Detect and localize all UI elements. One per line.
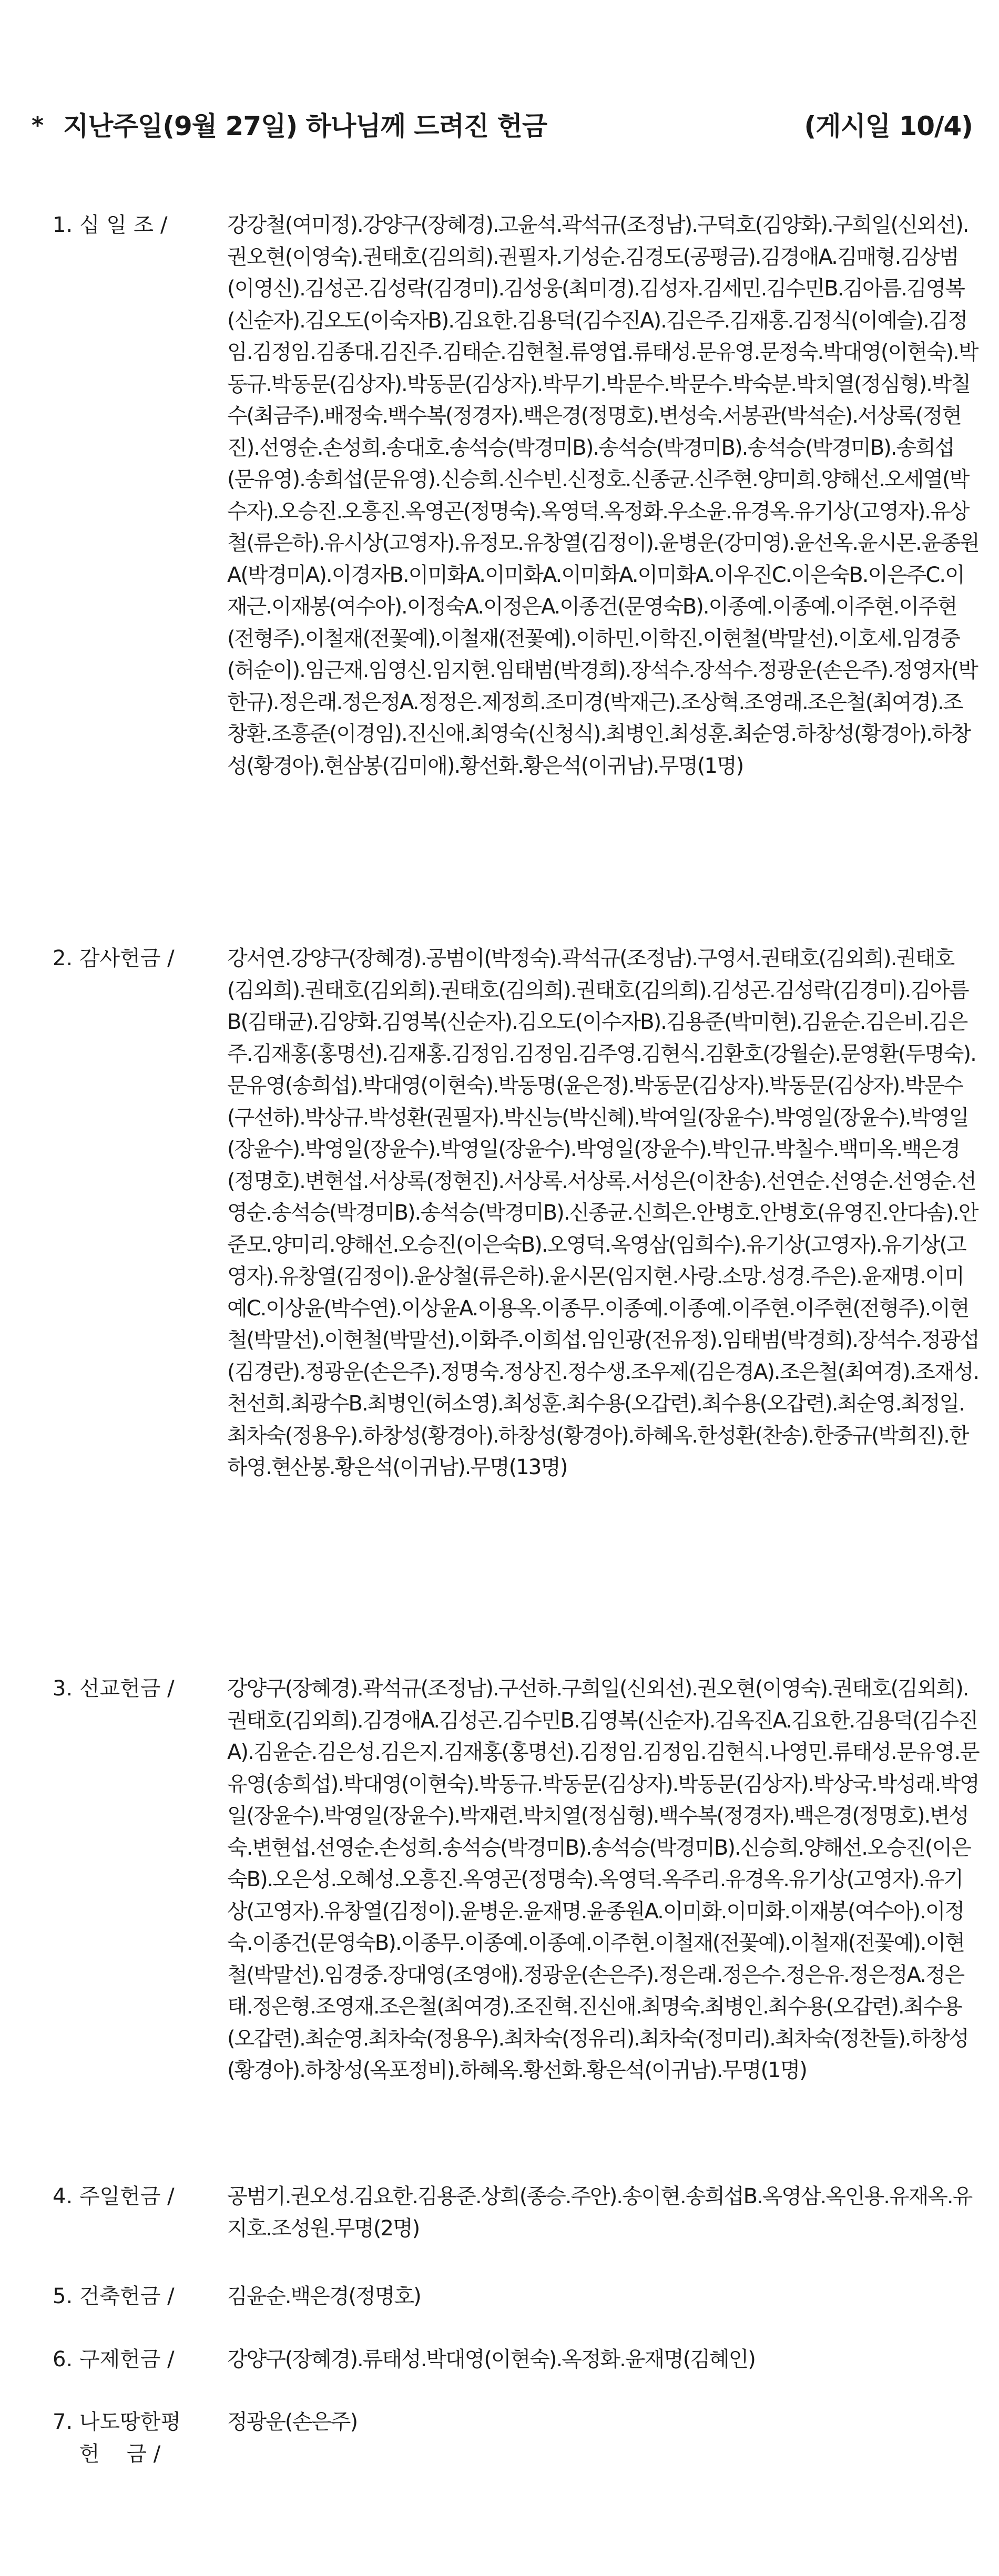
posted-date: (게시일 10/4): [804, 111, 973, 141]
section-label: 1. 십 일 조 /: [53, 213, 168, 237]
donor-list: 강강철(여미정).강양구(장혜경).고윤석.곽석규(조정남).구덕호(김양화).구희일(신외선).권오현(이영숙).권태호(김의희).권필자.기성순.김경도(공평금).김경애A.김매형.김상범(이영신).김성곤.김성락(김경미).김성웅(최미경).김성자.김세민.김수민B.김아름.김영복(신순자).김오도(이숙자B).김요한.김용덕(김수진A).김은주.김재홍.김정식(이예슬).김정임.김정임.김종대.김진주.김태순.김현철.류영엽.류태성.문유영.문정숙.박대영(이현숙).박동규.박동문(김상자).박동문(김상자).박무기.박문수.박문수.박숙분.박치열(정심형).박칠수(최금주).배정숙.백수복(정경자).백은경(정명호).변성숙.서봉관(박석순).서상록(정현진).선영순.손성희.송대호.송석승(박경미B).송석승(박경미B).송석승(박경미B).송희섭(문유영).송희섭(문유영).신승희.신수빈.신정호.신종균.신주현.양미희.양해선.오세열(박수자).오승진.오흥진.옥영곤(정명숙).옥영덕.옥정화.우소윤.유경옥.유기상(고영자).유상철(류은하).유시상(고영자).유정모.유창열(김정이).윤병운(강미영).윤선옥.윤시몬.윤종원A(박경미A).이경자B.이미화A.이미화A.이미화A.이미화A.이우진C.이은숙B.이은주C.이재근.이재봉(여수아).이정숙A.이정은A.이종건(문영숙B).이종예.이종예.이주현.이주현(전형주).이철재(전꽃예).이철재(전꽃예).이하민.이학진.이현철(박말선).이호세.임경중(허순이).임근재.임영신.임지현.임태범(박경희).장석수.장석수.정광운(손은주).정영자(박한규).정은래.정은정A.정정은.제정희.조미경(박재근).조상혁.조영래.조은철(최여경).조창환.조흥준(이경임).진신애.최영숙(신청식).최병인.최성훈.최순영.하창성(황경아).하창성(황경아).현삼봉(김미애).황선화.황은석(이귀남).무명(1명): [227, 213, 979, 778]
section-label: 7. 나도땅한평 헌 금 /: [53, 2410, 181, 2466]
donor-list: 공범기.권오성.김요한.김용준.상희(종승.주안).송이현.송희섭B.옥영삼.옥인용.유재옥.유지호.조성원.무명(2명): [227, 2184, 972, 2241]
notice-title: 지난주일(9월 27일) 하나님께 드려진 헌금: [63, 111, 547, 141]
section-label: 2. 감사헌금 /: [53, 946, 175, 970]
section-label: 5. 건축헌금 /: [53, 2284, 175, 2308]
section-label: 4. 주일헌금 /: [53, 2184, 175, 2209]
bullet-mark: *: [32, 112, 44, 139]
donor-list: 김윤순.백은경(정명호): [227, 2284, 421, 2308]
section-label: 3. 선교헌금 /: [53, 1677, 175, 1701]
notice-header: [32, 108, 973, 145]
section-label: 6. 구제헌금 /: [53, 2347, 175, 2371]
donor-list: 강양구(장혜경).류태성.박대영(이현숙).옥정화.윤재명(김혜인): [227, 2347, 755, 2371]
donor-list: 정광운(손은주): [227, 2410, 358, 2434]
donor-list: 강양구(장혜경).곽석규(조정남).구선하.구희일(신외선).권오현(이영숙).권태호(김외희).권태호(김외희).김경애A.김성곤.김수민B.김영복(신순자).김옥진A.김요한.김용덕(김수진A).김윤순.김은성.김은지.김재홍(홍명선).김정임.김정임.김현식.나영민.류태성.문유영.문유영(송희섭).박대영(이현숙).박동규.박동문(김상자).박동문(김상자).박상국.박성래.박영일(장윤수).박영일(장윤수).박재련.박치열(정심형).백수복(정경자).백은경(정명호).변성숙.변현섭.선영순.손성희.송석승(박경미B).송석승(박경미B).신승희.양해선.오승진(이은숙B).오은성.오혜성.오흥진.옥영곤(정명숙).옥영덕.옥주리.유경옥.유기상(고영자).유기상(고영자).유창열(김정이).윤병운.윤재명.윤종원A.이미화.이미화.이재봉(여수아).이정숙.이종건(문영숙B).이종무.이종예.이종예.이주현.이철재(전꽃예).이철재(전꽃예).이현철(박말선).임경중.장대영(조영애).정광운(손은주).정은래.정은수.정은유.정은정A.정은태.정은형.조영재.조은철(최여경).조진혁.진신애.최명숙.최병인.최수용(오갑련).최수용(오갑련).최순영.최차숙(정용우).최차숙(정유리).최차숙(정미리).최차숙(정찬들).하창성(황경아).하창성(옥포정비).하혜옥.황선화.황은석(이귀남).무명(1명): [227, 1677, 979, 2082]
donor-list: 강서연.강양구(장혜경).공범이(박정숙).곽석규(조정남).구영서.권태호(김외희).권태호(김외희).권태호(김외희).권태호(김의희).권태호(김의희).김성곤.김성락(김경미).김아름B(김태균).김양화.김영복(신순자).김오도(이수자B).김용준(박미현).김윤순.김은비.김은주.김재홍(홍명선).김재홍.김정임.김정임.김주영.김현식.김환호(강월순).문영환(두명숙).문유영(송희섭).박대영(이현숙).박동명(윤은정).박동문(김상자).박동문(김상자).박문수(구선하).박상규.박성환(권필자).박신능(박신혜).박여일(장윤수).박영일(장윤수).박영일(장윤수).박영일(장윤수).박영일(장윤수).박영일(장윤수).박인규.박칠수.백미옥.백은경(정명호).변현섭.서상록(정현진).서상록.서상록.서성은(이찬송).선연순.선영순.선영순.선영순.송석승(박경미B).송석승(박경미B).신종균.신희은.안병호.안병호(유영진.안다솜).안준모.양미리.양해선.오승진(이은숙B).오영덕.옥영삼(임희수).유기상(고영자).유기상(고영자).유창열(김정이).윤상철(류은하).윤시몬(임지현.사랑.소망.성경.주은).윤재명.이미예C.이상윤(박수연).이상윤A.이용옥.이종무.이종예.이종예.이주현.이주현(전형주).이현철(박말선).이현철(박말선).이화주.이희섭.임인광(전유정).임태범(박경희).장석수.정광섭(김경란).정광운(손은주).정명숙.정상진.정수생.조우제(김은경A).조은철(최여경).조재성.천선희.최광수B.최병인(허소영).최성훈.최수용(오갑련).최수용(오갑련).최순영.최정일.최차숙(정용우).하창성(황경아).하창성(황경아).하혜옥.한성환(찬송).한중규(박희진).한하영.현산봉.황은석(이귀남).무명(13명): [227, 946, 979, 1479]
